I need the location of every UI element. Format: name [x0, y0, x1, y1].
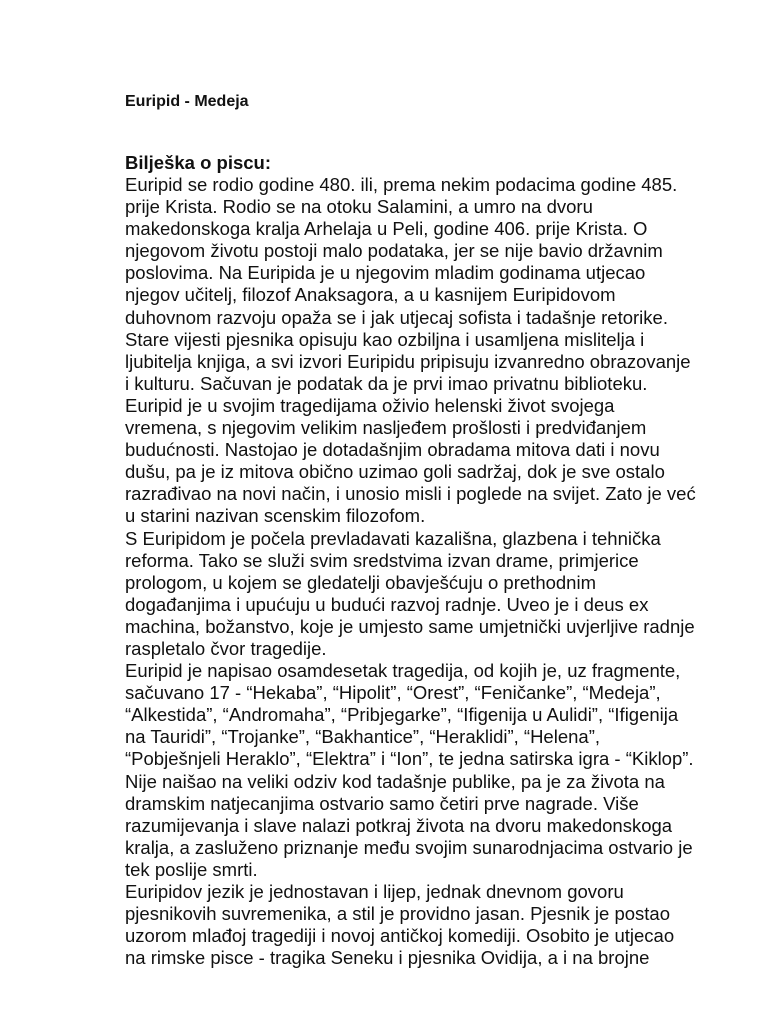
- text-line: duhovnom razvoju opaža se i jak utjecaj sofista i tadašnje retorike.: [125, 306, 668, 328]
- text-line: sačuvano 17 - “Hekaba”, “Hipolit”, “Orest”, “Feničanke”, “Medeja”,: [125, 682, 661, 704]
- text-line: i kulturu. Sačuvan je podatak da je prvi imao privatnu biblioteku.: [125, 372, 648, 394]
- text-line: Euripidov jezik je jednostavan i lijep, jednak dnevnom govoru: [125, 881, 624, 902]
- text-line: poslovima. Na Euripida je u njegovim mladim godinama utjecao: [125, 262, 646, 284]
- text-line: njegovom životu postoji malo podataka, jer se nije bavio državnim: [125, 240, 663, 262]
- text-line: makedonskoga kralja Arhelaja u Peli, godine 406. prije Krista. O: [125, 218, 648, 240]
- text-line: ljubitelja knjiga, a svi izvori Euripidu pripisuju izvanredno obrazovanje: [125, 350, 691, 372]
- text-line: događanjima i upućuju u budući razvoj radnje. Uveo je i deus ex: [125, 593, 649, 615]
- text-line: reforma. Tako se služi svim sredstvima izvan drame, primjerice: [125, 549, 639, 571]
- text-line: machina, božanstvo, koje je umjesto same umjetnički uvjerljive radnje: [125, 615, 695, 637]
- text-line: pjesnikovih suvremenika, a stil je providno jasan. Pjesnik je postao: [125, 903, 671, 925]
- text-line: budućnosti. Nastojao je dotadašnjim obradama mitova dati i novu: [125, 439, 660, 461]
- section-heading: Bilješka o piscu:: [125, 152, 271, 173]
- text-line: prologom, u kojem se gledatelji obavješćuju o prethodnim: [125, 571, 596, 593]
- text-line: dušu, pa je iz mitova obično uzimao goli sadržaj, dok je sve ostalo: [125, 461, 665, 483]
- text-line: Euripid se rodio godine 480. ili, prema nekim podacima godine 485.: [125, 174, 678, 195]
- text-line: razrađivao na novi način, i unosio misli i poglede na svijet. Zato je već: [125, 483, 696, 505]
- text-line: kralja, a zasluženo priznanje među svojim sunarodnjacima ostvario je: [125, 836, 693, 858]
- text-line: prije Krista. Rodio se na otoku Salamini, a umro na dvoru: [125, 196, 593, 218]
- text-line: vremena, s njegovim velikim nasljeđem prošlosti i predviđanjem: [125, 417, 647, 439]
- author-note-section: [125, 152, 696, 969]
- text-line: raspletalo čvor tragedije.: [125, 637, 327, 659]
- text-line: dramskim natjecanjima ostvario samo četiri prve nagrade. Više: [125, 792, 639, 814]
- text-line: razumijevanja i slave nalazi potkraj života na dvoru makedonskoga: [125, 814, 673, 836]
- text-line: njegov učitelj, filozof Anaksagora, a u kasnijem Euripidovom: [125, 284, 616, 306]
- text-line: “Alkestida”, “Andromaha”, “Pribjegarke”, “Ifigenija u Aulidi”, “Ifigenija: [125, 704, 679, 726]
- text-line: Stare vijesti pjesnika opisuju kao ozbiljna i usamljena mislitelja i: [125, 328, 645, 350]
- text-line: “Pobješnjeli Heraklo”, “Elektra” i “Ion”, te jedna satirska igra - “Kiklop”.: [125, 748, 694, 770]
- text-line: na Tauridi”, “Trojanke”, “Bakhantice”, “Heraklidi”, “Helena”,: [125, 726, 601, 748]
- text-line: uzorom mlađoj tragediji i novoj antičkoj komediji. Osobito je utjecao: [125, 925, 675, 947]
- text-line: tek poslije smrti.: [125, 858, 258, 880]
- text-line: Euripid je napisao osamdesetak tragedija, od kojih je, uz fragmente,: [125, 660, 681, 682]
- text-line: Euripid je u svojim tragedijama oživio helenski život svojega: [125, 394, 615, 416]
- text-line: Nije naišao na veliki odziv kod tadašnje publike, pa je za života na: [125, 770, 665, 792]
- text-line: na rimske pisce - tragika Seneku i pjesnika Ovidija, a i na brojne: [125, 947, 650, 969]
- document-title: Euripid - Medeja: [125, 93, 249, 110]
- text-line: S Euripidom je počela prevladavati kazališna, glazbena i tehnička: [125, 527, 661, 549]
- text-line: u starini nazivan scenskim filozofom.: [125, 505, 426, 527]
